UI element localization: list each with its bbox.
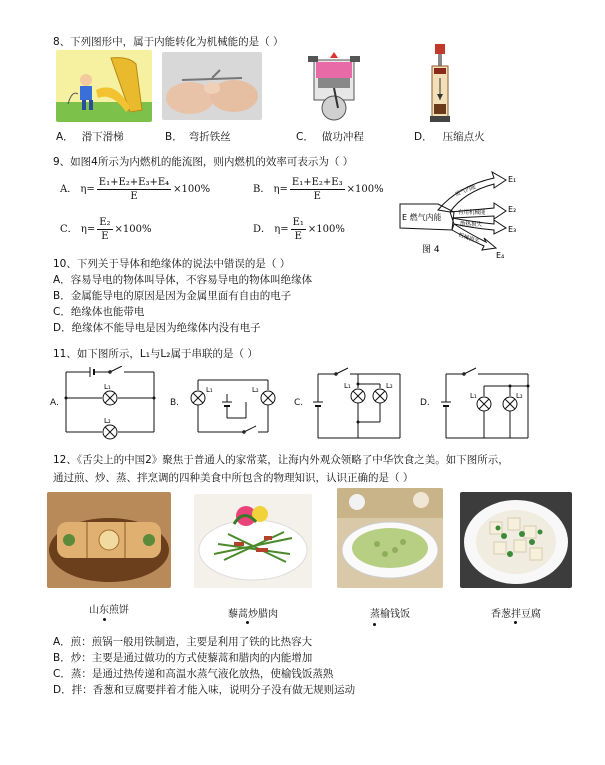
flow-band-2: 有用机械能	[458, 210, 486, 216]
circuit-b-letter: B.	[170, 398, 180, 408]
flow-label-e2: E₂	[508, 205, 517, 214]
eta: η=	[80, 184, 95, 195]
q9-option-a	[60, 176, 210, 203]
q12-stem-line2: 通过煎、炒、蒸、拌烹调的四种美食中所包含的物理知识，认识正确的是（ ）	[53, 472, 414, 484]
circuit-a-letter: A.	[50, 398, 59, 408]
fraction	[97, 176, 171, 203]
option-text: 弯折铁丝	[188, 131, 231, 143]
denominator: E	[101, 231, 109, 242]
q8-image-slide	[56, 50, 152, 122]
food-photo-yuqian	[337, 488, 443, 588]
numerator: E₂	[99, 217, 111, 228]
q8-option-a	[56, 129, 124, 144]
food-caption-tofu: 香葱拌豆腐	[491, 609, 541, 620]
circuit-c-l1-label: L₁	[344, 382, 351, 390]
option-letter: B．	[165, 131, 183, 143]
fraction	[290, 176, 345, 203]
option-letter: D．	[414, 131, 433, 143]
q9-option-d	[253, 216, 345, 243]
food-photo-louhao	[194, 494, 312, 588]
eta: η=	[274, 224, 289, 235]
food-caption-yuqian: 蒸榆钱饭	[370, 609, 410, 620]
circuit-d	[436, 366, 536, 446]
caption-dot	[373, 623, 376, 626]
flow-band-1: 废气内能	[454, 184, 478, 198]
q10-option-d: D．绝缘体不能导电是因为绝缘体内没有电子	[53, 322, 261, 334]
eta: η=	[273, 184, 288, 195]
flow-arrow-e1	[438, 172, 506, 212]
option-text: 滑下滑梯	[81, 131, 124, 143]
caption-dot	[514, 621, 517, 624]
circuit-a-l2-label: L₂	[104, 417, 111, 425]
option-letter: A．	[60, 184, 78, 195]
percent: ×100%	[173, 184, 211, 195]
q12-option-d: D．拌：香葱和豆腐要拌着才能入味，说明分子没有做无规则运动	[53, 684, 356, 696]
option-letter: B．	[253, 184, 271, 195]
flow-band-3: 散热损失	[460, 222, 483, 228]
percent: ×100%	[307, 224, 345, 235]
flow-band-4: 机械损失	[457, 232, 481, 246]
energy-flow-diagram	[398, 168, 528, 260]
percent: ×100%	[346, 184, 384, 195]
q8-image-engine	[306, 52, 362, 122]
option-letter: A．	[56, 131, 74, 143]
option-letter: C．	[60, 224, 78, 235]
flow-label-e3: E₃	[508, 225, 517, 234]
q8-image-syringe	[426, 44, 454, 122]
q10-stem: 10、下列关于导体和绝缘体的说法中错误的是（ ）	[53, 258, 291, 270]
circuit-b-l1-label: L₁	[206, 386, 213, 394]
option-text: 做功冲程	[321, 131, 364, 143]
q12-option-b: B．炒：主要是通过做功的方式使藜蒿和腊肉的内能增加	[53, 652, 313, 664]
denominator: E	[130, 191, 138, 202]
q8-option-c	[296, 129, 364, 144]
circuit-a-l1-label: L₁	[104, 383, 111, 391]
q8-option-b	[165, 129, 231, 144]
q8-image-wire	[162, 52, 262, 120]
numerator: E₁	[292, 217, 304, 228]
food-photo-tofu	[460, 492, 572, 588]
option-text: 压缩点火	[442, 131, 485, 143]
q10-option-a: A．容易导电的物体叫导体，不容易导电的物体叫绝缘体	[53, 274, 313, 286]
q10-option-b: B．金属能导电的原因是因为金属里面有自由的电子	[53, 290, 292, 302]
caption-dot	[246, 621, 249, 624]
option-letter: D．	[253, 224, 272, 235]
circuit-a	[62, 366, 162, 446]
circuit-c	[308, 366, 408, 446]
fraction	[291, 216, 306, 243]
flow-label-e1: E₁	[508, 175, 517, 184]
figure-caption: 图 4	[422, 245, 440, 255]
q9-stem: 9、如图4所示为内燃机的能流图，则内燃机的效率可表示为（ ）	[53, 156, 354, 168]
option-letter: C．	[296, 131, 314, 143]
food-caption-jianbing: 山东煎饼	[89, 605, 129, 616]
food-photo-jianbing	[47, 492, 171, 588]
flow-label-e4: E₄	[496, 251, 505, 260]
circuit-d-l1-label: L₁	[470, 392, 477, 400]
q8-option-d	[414, 129, 485, 144]
circuit-b-l2-label: L₂	[252, 386, 259, 394]
denominator: E	[294, 231, 302, 242]
circuit-d-l2-label: L₂	[516, 392, 523, 400]
q10-option-c: C．绝缘体也能带电	[53, 306, 145, 318]
q11-stem: 11、如下图所示，L₁与L₂属于串联的是（ ）	[53, 348, 258, 360]
numerator: E₁+E₂+E₃	[291, 177, 343, 188]
circuit-b	[186, 374, 286, 444]
flow-source-label: E 燃气内能	[402, 213, 442, 222]
q12-option-c: C．蒸：是通过热传递和高温水蒸气液化放热，使榆钱饭蒸熟	[53, 668, 334, 680]
food-caption-louhao: 藜蒿炒腊肉	[228, 609, 278, 620]
q12-stem-line1: 12、《舌尖上的中国2》聚焦于普通人的家常菜，让海内外观众领略了中华饮食之美。如下图所示，	[53, 454, 509, 466]
fraction	[97, 216, 112, 243]
q8-stem: 8、下列图形中，属于内能转化为机械能的是（ ）	[53, 36, 284, 48]
denominator: E	[313, 191, 321, 202]
q9-option-c	[60, 216, 152, 243]
numerator: E₁+E₂+E₃+E₄	[98, 177, 170, 188]
circuit-c-letter: C.	[294, 398, 304, 408]
circuit-c-l2-label: L₂	[386, 382, 393, 390]
percent: ×100%	[114, 224, 152, 235]
eta: η=	[80, 224, 96, 235]
q9-option-b	[253, 176, 384, 203]
circuit-d-letter: D.	[420, 398, 430, 408]
caption-dot	[103, 618, 106, 621]
q12-option-a: A．煎：煎锅一般用铁制造，主要是利用了铁的比热容大	[53, 636, 313, 648]
